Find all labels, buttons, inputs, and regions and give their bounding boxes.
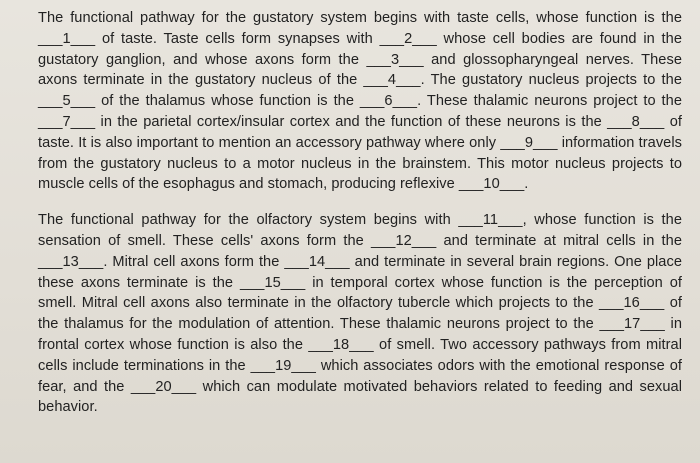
gustatory-paragraph: The functional pathway for the gustatory system begins with taste cells, whose function is the ___1___ of taste. Taste cells form synapses with ___2___ whose cell bodies are found in the gustatory ganglion, and whose axons form the ___3___ and glossopharyngeal nerves. These axons terminate in the gustatory nucleus of the ___4___. The gustatory nucleus projects to the ___5___ of the thalamus whose function is the ___6___. These thalamic neurons project to the ___7___ in the parietal cortex/insular cortex and the function of these neurons is the ___8___ of taste. It is also important to mention an accessory pathway where only ___9___ information travels from the gustatory nucleus to a motor nucleus in the brainstem. This motor nucleus projects to muscle cells of the esophagus and stomach, producing reflexive ___10___.: [38, 10, 682, 193]
olfactory-paragraph: The functional pathway for the olfactory system begins with ___11___, whose function is the sensation of smell. These cells' axons form the ___12___ and terminate at mitral cells in the ___13___. Mitral cell axons form the ___14___ and terminate in several brain regions. One place these axons terminate is the ___15___ in temporal cortex whose function is the perception of smell. Mitral cell axons also terminate in the olfactory tubercle which projects to the ___16___ of the thalamus for the modulation of attention. These thalamic neurons project to the ___17___ in frontal cortex whose function is also the ___18___ of smell. Two accessory pathways from mitral cells include terminations in the ___19___ which associates odors with the emotional response of fear, and the ___20___ which can modulate motivated behaviors related to feeding and sexual behavior.: [38, 212, 682, 416]
